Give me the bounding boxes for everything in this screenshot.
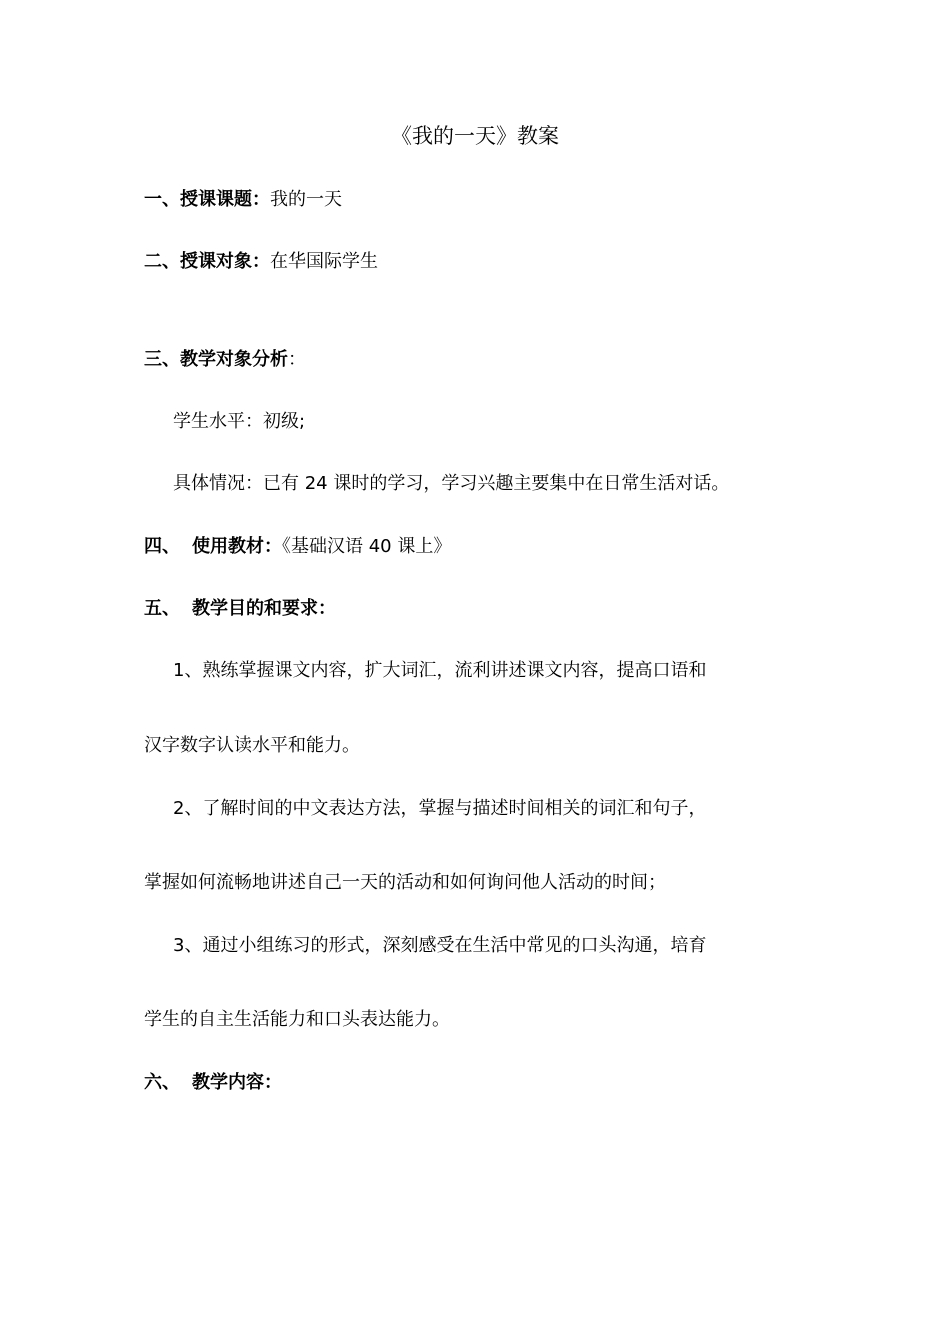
objective-1-line-2: 汉字数字认读水平和能力。 xyxy=(144,735,360,756)
document-title: 《我的一天》教案 xyxy=(391,124,559,148)
section-textbook-number: 四、 xyxy=(144,536,180,557)
section-objectives xyxy=(144,595,336,623)
objective-3-line-1: 3、通过小组练习的形式，深刻感受在生活中常见的口头沟通，培育 xyxy=(173,935,707,956)
objective-3-line-2: 学生的自主生活能力和口头表达能力。 xyxy=(144,1009,450,1030)
objective-2-line-2: 掌握如何流畅地讲述自己一天的活动和如何询问他人活动的时间； xyxy=(144,872,666,893)
section-topic-heading: 一、授课课题： xyxy=(144,189,270,210)
objective-2-line-1: 2、了解时间的中文表达方法，掌握与描述时间相关的词汇和句子， xyxy=(173,798,707,819)
section-content-number: 六、 xyxy=(144,1072,180,1093)
section-analysis-colon: ： xyxy=(288,349,306,370)
section-audience-value: 在华国际学生 xyxy=(270,251,378,272)
section-content-heading: 教学内容： xyxy=(192,1072,282,1093)
section-analysis xyxy=(144,346,306,374)
section-audience-heading: 二、授课对象： xyxy=(144,251,270,272)
objective-1-line-1: 1、熟练掌握课文内容，扩大词汇，流利讲述课文内容，提高口语和 xyxy=(173,660,707,681)
section-topic-value: 我的一天 xyxy=(270,189,342,210)
section-objectives-number: 五、 xyxy=(144,598,180,619)
section-textbook-heading: 使用教材： xyxy=(192,536,282,557)
section-objectives-heading: 教学目的和要求： xyxy=(192,598,336,619)
analysis-detail: 具体情况：已有 24 课时的学习，学习兴趣主要集中在日常生活对话。 xyxy=(173,473,730,494)
section-textbook xyxy=(144,533,451,561)
section-content xyxy=(144,1069,282,1097)
section-topic xyxy=(144,186,342,214)
section-analysis-heading: 三、教学对象分析 xyxy=(144,349,288,370)
section-audience xyxy=(144,248,378,276)
section-textbook-value: 《基础汉语 40 课上》 xyxy=(282,536,452,557)
analysis-level: 学生水平：初级; xyxy=(173,411,306,432)
